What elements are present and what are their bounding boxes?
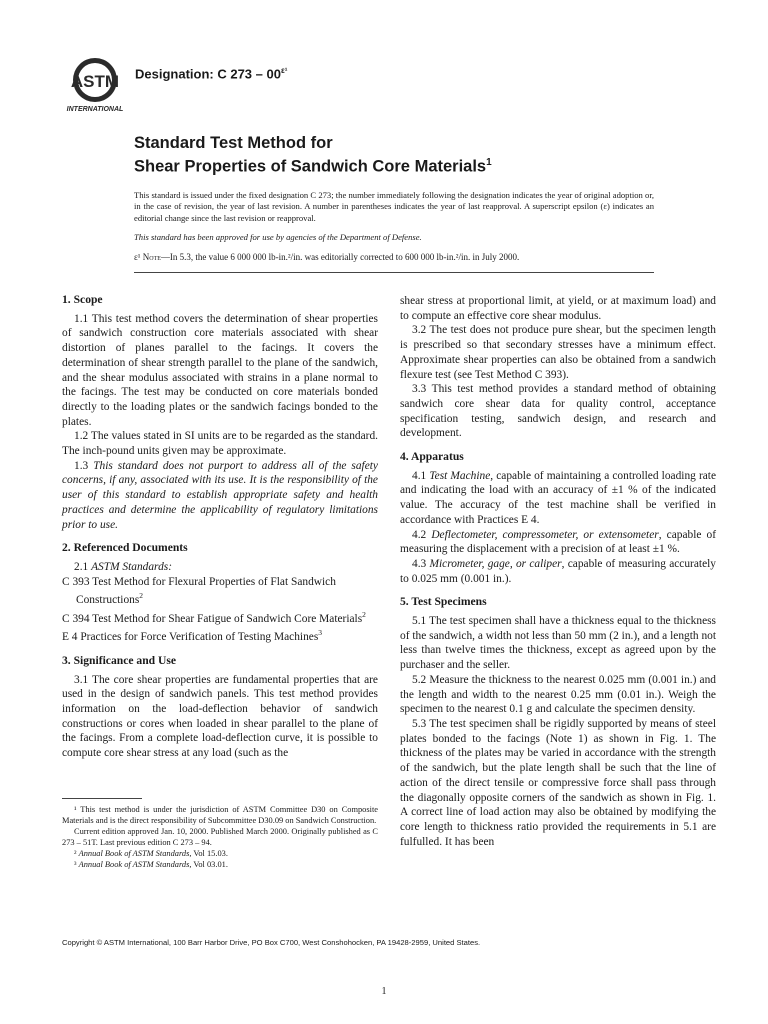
- copyright-line: Copyright © ASTM International, 100 Barr Harbor Drive, PO Box C700, West Conshohocken, PA 19428-2959, United States.: [62, 938, 481, 947]
- astm-logo: [62, 56, 128, 112]
- footnote-1: ¹ This test method is under the jurisdiction of ASTM Committee D30 on Composite Materials and is the direct responsibility of Subcommittee D30.09 on Sandwich Construction.: [62, 805, 378, 825]
- left-column: [62, 293, 378, 761]
- section-heading-apparatus: 4. Apparatus: [400, 450, 464, 464]
- footnote-2: ² Annual Book of ASTM Standards, Vol 15.03.: [74, 849, 228, 858]
- page-number: 1: [381, 986, 387, 997]
- footnote-3: ³ Annual Book of ASTM Standards, Vol 03.01.: [74, 860, 228, 869]
- section-heading-specimens: 5. Test Specimens: [400, 595, 487, 609]
- paragraph-1-3: 1.3 This standard does not purport to address all of the safety concerns, if any, associated with its use. It is the responsibility of the user of this standard to establish appropriate safety and health practices and determine the applicability of regulatory limitations prior to use.: [62, 459, 378, 531]
- section-heading-scope: 1. Scope: [62, 293, 103, 306]
- designation: Designation: C $273 - 00^{\varepsilon^1}$: [135, 66, 288, 82]
- section-heading-referenced: 2. Referenced Documents: [62, 541, 188, 555]
- paragraph-5-1: 5.1 The test specimen shall have a thickness equal to the thickness of the sandwich, a width not less than 50 mm (2 in.), and a length not less than twelve times the thickness, except as agreed upon by the purchaser and the seller.: [400, 615, 716, 672]
- paragraph-5-2: 5.2 Measure the thickness to the nearest 0.025 mm (0.001 in.) and the length and width to the nearest 0.25 mm (0.01 in.). Weigh the specimen to the nearest 0.1 g and calculate the specimen density.: [400, 673, 716, 716]
- page-title: [134, 134, 492, 177]
- paragraph-4-3: 4.3 Micrometer, gage, or caliper, capable of measuring accurately to 0.025 mm (0.001 in.).: [400, 557, 716, 585]
- svg-text:ASTM: ASTM: [70, 72, 120, 91]
- section-heading-significance: 3. Significance and Use: [62, 653, 177, 667]
- paragraph-1-2: 1.2 The values stated in SI units are to be regarded as the standard. The inch-pound units given may be approximate.: [62, 430, 378, 458]
- title-line-2: Shear Properties of Sandwich Core Materials$^1$: [134, 157, 492, 176]
- svg-text:INTERNATIONAL: INTERNATIONAL: [66, 106, 124, 112]
- approval-notice: This standard has been approved for use by agencies of the Department of Defense.: [134, 232, 422, 242]
- reference-item: C 393 Test Method for Flexural Properties of Flat Sandwich Constructions$^2$: [62, 575, 336, 607]
- issuance-notice: This standard is issued under the fixed designation C 273; the number immediately following the designation indicates the year of original adoption or, in the case of revision, the year of last revision. A number in parentheses indicates the year of last reapproval. A superscript epsilon (ε) indicates an editorial change since the last revision or reapproval.: [134, 190, 654, 223]
- paragraph-3-1: 3.1 The core shear properties are fundamental properties that are used in the design of sandwich panels. This test method provides information on the load-deflection behavior of sandwich constructions or cores when loaded in shear parallel to the plane of the facings. From a complete load-deflection curve, it is possible to compute core shear stress at any load (such as the: [62, 673, 378, 760]
- header-rule: [134, 272, 654, 273]
- paragraph-3-3: 3.3 This test method provides a standard method of obtaining sandwich core shear data for quality control, acceptance specification testing, sandwich design, and research and development.: [400, 383, 716, 440]
- paragraph-2-1: 2.1 ASTM Standards:: [74, 560, 172, 573]
- right-column: [400, 294, 716, 849]
- reference-item: E 4 Practices for Force Verification of Testing Machines$^3$: [62, 628, 323, 644]
- paragraph-3-2: 3.2 The test does not produce pure shear, but the specimen length is prescribed so that secondary stresses have a minimum effect. Approximate shear properties can also be obtained from a sandwich flexure test (see Test Method C 393).: [400, 324, 716, 381]
- footnotes: [62, 804, 378, 870]
- footnote-1-edition: Current edition approved Jan. 10, 2000. Published March 2000. Originally published as C 273 – 51T. Last previous edition C 273 – 94.: [62, 827, 378, 847]
- paragraph-4-2: 4.2 Deflectometer, compressometer, or extensometer, capable of measuring the displacement with a precision of at least ±1 %.: [400, 528, 716, 556]
- reference-item: C 394 Test Method for Shear Fatigue of Sandwich Core Materials$^2$: [62, 609, 366, 625]
- editorial-note: ε¹ Note—In 5.3, the value 6 000 000 lb-in.²/in. was editorially corrected to 600 000 lb-in.²/in. in July 2000.: [134, 252, 520, 262]
- title-line-1: Standard Test Method for: [134, 134, 333, 152]
- paragraph-4-1: 4.1 Test Machine, capable of maintaining a controlled loading rate and indicating the load with an accuracy of ±1 % of the indicated value. The accuracy of the test machine shall be verified in accordance with Practices E 4.: [400, 469, 717, 526]
- paragraph-3-1-continued: shear stress at proportional limit, at yield, or at maximum load) and to compute an effective core shear modulus.: [400, 295, 716, 322]
- paragraph-1-1: 1.1 This test method covers the determination of shear properties of sandwich construction core materials associated with shear distortion of planes parallel to the facings. It covers the determination of shear strength parallel to the plane of the sandwich, and the shear modulus associated with strains in a plane normal to the facings. The test may be conducted on core materials bonded directly to the loading plates or the sandwich facings bonded to the plates.: [62, 312, 378, 428]
- footnote-rule: [62, 798, 142, 799]
- paragraph-5-3: 5.3 The test specimen shall be rigidly supported by means of steel plates bonded to the facings (Note 1) as shown in Fig. 1. The thickness of the plates may be varied in accordance with the strength of the sandwich, but the plate length shall be such that the line of action of the direct tensile or compressive force shall pass through the diagonally opposite corners of the sandwich as shown in Fig. 1. A correct line of load action may also be obtained by modifying the core length to thickness ratio provided the requirements in 5.1 are fulfulled. It has been: [400, 717, 716, 848]
